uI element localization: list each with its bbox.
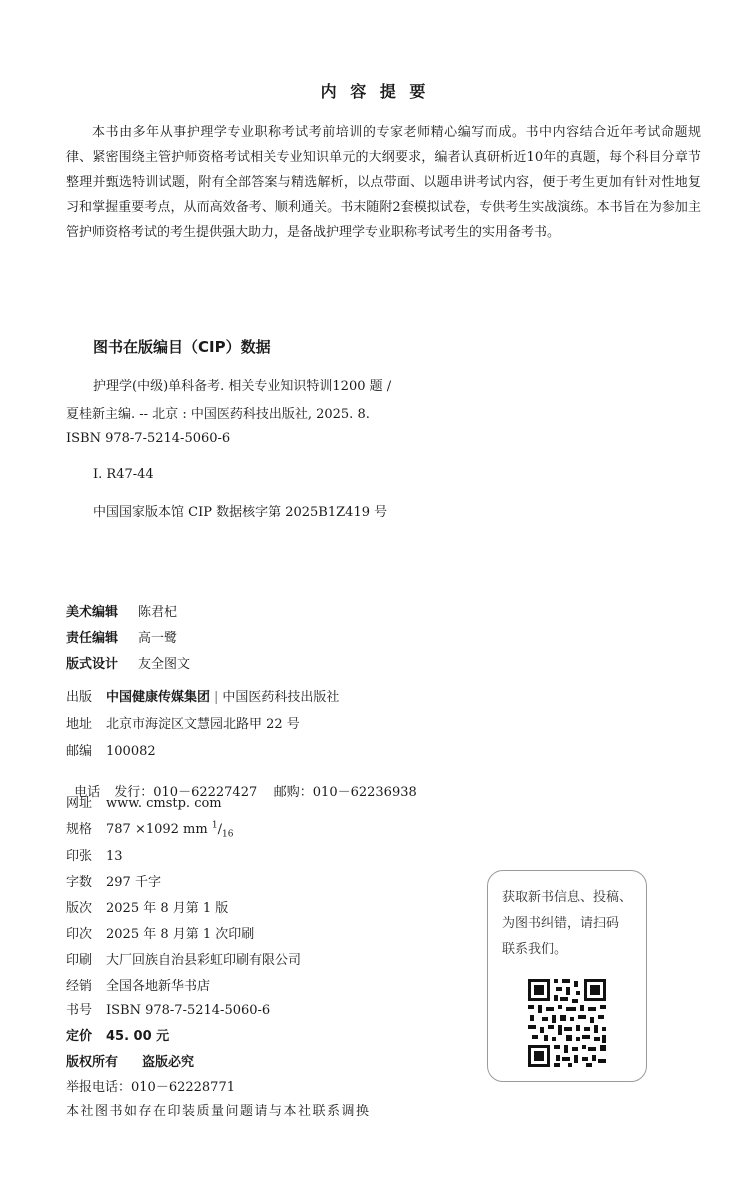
- credit-label: 版式设计: [66, 657, 119, 672]
- info-address: [66, 713, 300, 732]
- cip-line-isbn: ISBN 978-7-5214-5060-6: [66, 431, 231, 446]
- qr-card-line: 为图书纠错，请扫码: [502, 916, 620, 931]
- format-fraction-numerator: 1: [211, 820, 218, 831]
- info-value: 787 ×1092 mm: [106, 822, 208, 837]
- info-label: 版权所有: [66, 1055, 119, 1070]
- info-format: [66, 818, 233, 840]
- credit-value: 友全图文: [138, 657, 191, 672]
- info-printer: [66, 949, 301, 968]
- cip-line-classification: Ⅰ. R47-44: [93, 467, 154, 482]
- qr-card-line: 获取新书信息、投稿、: [502, 890, 633, 905]
- abstract-body: 本书由多年从事护理学专业职称考试考前培训的专家老师精心编写而成。书中内容结合近年考试命题规律、紧密围绕主管护师资格考试相关专业知识单元的大纲要求，编者认真研析近10年的真题，每个科目分章节整理并甄选特训试题，附有全部答案与精选解析，以点带面、以题串讲考试内容，便于考生更加有针对性地复习和掌握重要考点，从而高效备考、顺利通关。书末随附2套模拟试卷，专供考生实战演练。本书旨在为参加主管护师资格考试的考生提供强大助力，是备战护理学专业职称考试考生的实用备考书。: [66, 125, 701, 240]
- info-value: 全国各地新华书店: [106, 979, 211, 994]
- info-isbn: [66, 999, 270, 1018]
- qr-card-text: [502, 885, 642, 963]
- info-value: 大厂回族自治县彩虹印刷有限公司: [106, 953, 302, 968]
- credit-value: 高一鹭: [138, 631, 178, 646]
- info-website: [66, 792, 222, 811]
- info-rights: [66, 1051, 194, 1070]
- info-value: 北京市海淀区文慧园北路甲 22 号: [106, 717, 300, 732]
- info-label: 出版: [66, 690, 93, 705]
- info-label: 地址: [66, 717, 93, 732]
- cip-heading: 图书在版编目（CIP）数据: [93, 338, 271, 356]
- info-label: 邮编: [66, 744, 93, 759]
- info-label: 印刷: [66, 953, 93, 968]
- credit-value: 陈君杞: [138, 605, 178, 620]
- info-label: 印张: [66, 849, 93, 864]
- credit-label: 美术编辑: [66, 605, 119, 620]
- info-value: 2025 年 8 月第 1 次印刷: [106, 927, 255, 942]
- info-value: ISBN 978-7-5214-5060-6: [106, 1003, 271, 1018]
- info-label: 网址: [66, 796, 93, 811]
- info-price: [66, 1025, 169, 1044]
- info-label: 印次: [66, 927, 93, 942]
- qr-code-icon[interactable]: [528, 979, 606, 1067]
- cip-line-title: 护理学(中级)单科备考. 相关专业知识特训1200 题 /: [93, 379, 392, 394]
- info-label: 规格: [66, 822, 93, 837]
- info-label: 经销: [66, 979, 93, 994]
- credit-label: 责任编辑: [66, 631, 119, 646]
- info-words: [66, 871, 161, 890]
- cip-line-editor: 夏桂新主编. -- 北京 : 中国医药科技出版社, 2025. 8.: [66, 407, 370, 422]
- info-distributor: [66, 975, 210, 994]
- info-printing: [66, 923, 254, 942]
- format-fraction-denominator: 16: [221, 829, 234, 840]
- info-value: 发行：010－62227427 邮购：010－62236938: [114, 785, 417, 800]
- info-value: 13: [106, 849, 123, 864]
- credit-art-editor: [66, 601, 177, 620]
- info-label: 版次: [66, 901, 93, 916]
- info-value: www. cmstp. com: [106, 796, 222, 811]
- info-value: 010－62228771: [131, 1080, 235, 1095]
- publisher-group: 中国健康传媒集团: [106, 690, 211, 705]
- info-value: 100082: [106, 744, 156, 759]
- cip-line-record: 中国国家版本馆 CIP 数据核字第 2025B1Z419 号: [93, 505, 388, 520]
- info-label: 举报电话：: [66, 1080, 132, 1095]
- credit-responsible-editor: [66, 627, 177, 646]
- info-label: 书号: [66, 1003, 93, 1018]
- info-publisher: [66, 686, 339, 705]
- info-value: 2025 年 8 月第 1 版: [106, 901, 229, 916]
- info-label: 电话: [74, 785, 101, 800]
- abstract-heading: 内 容 提 要: [320, 82, 430, 101]
- qr-card: [487, 870, 647, 1082]
- publisher-press: 中国医药科技出版社: [222, 690, 340, 705]
- qr-card-line: 联系我们。: [502, 942, 568, 957]
- info-postcode: [66, 740, 156, 759]
- info-label: 定价: [66, 1029, 93, 1044]
- info-report-phone: [66, 1076, 235, 1095]
- info-edition: [66, 897, 228, 916]
- info-value: 45. 00 元: [106, 1029, 170, 1044]
- info-label: 字数: [66, 875, 93, 890]
- format-fraction-slash: /: [217, 822, 222, 837]
- publisher-separator: |: [214, 690, 219, 705]
- footer-note: 本社图书如存在印装质量问题请与本社联系调换: [66, 1104, 371, 1119]
- info-value: 297 千字: [106, 875, 161, 890]
- info-value: 盗版必究: [142, 1055, 195, 1070]
- credit-layout-design: [66, 653, 190, 672]
- info-sheets: [66, 845, 123, 864]
